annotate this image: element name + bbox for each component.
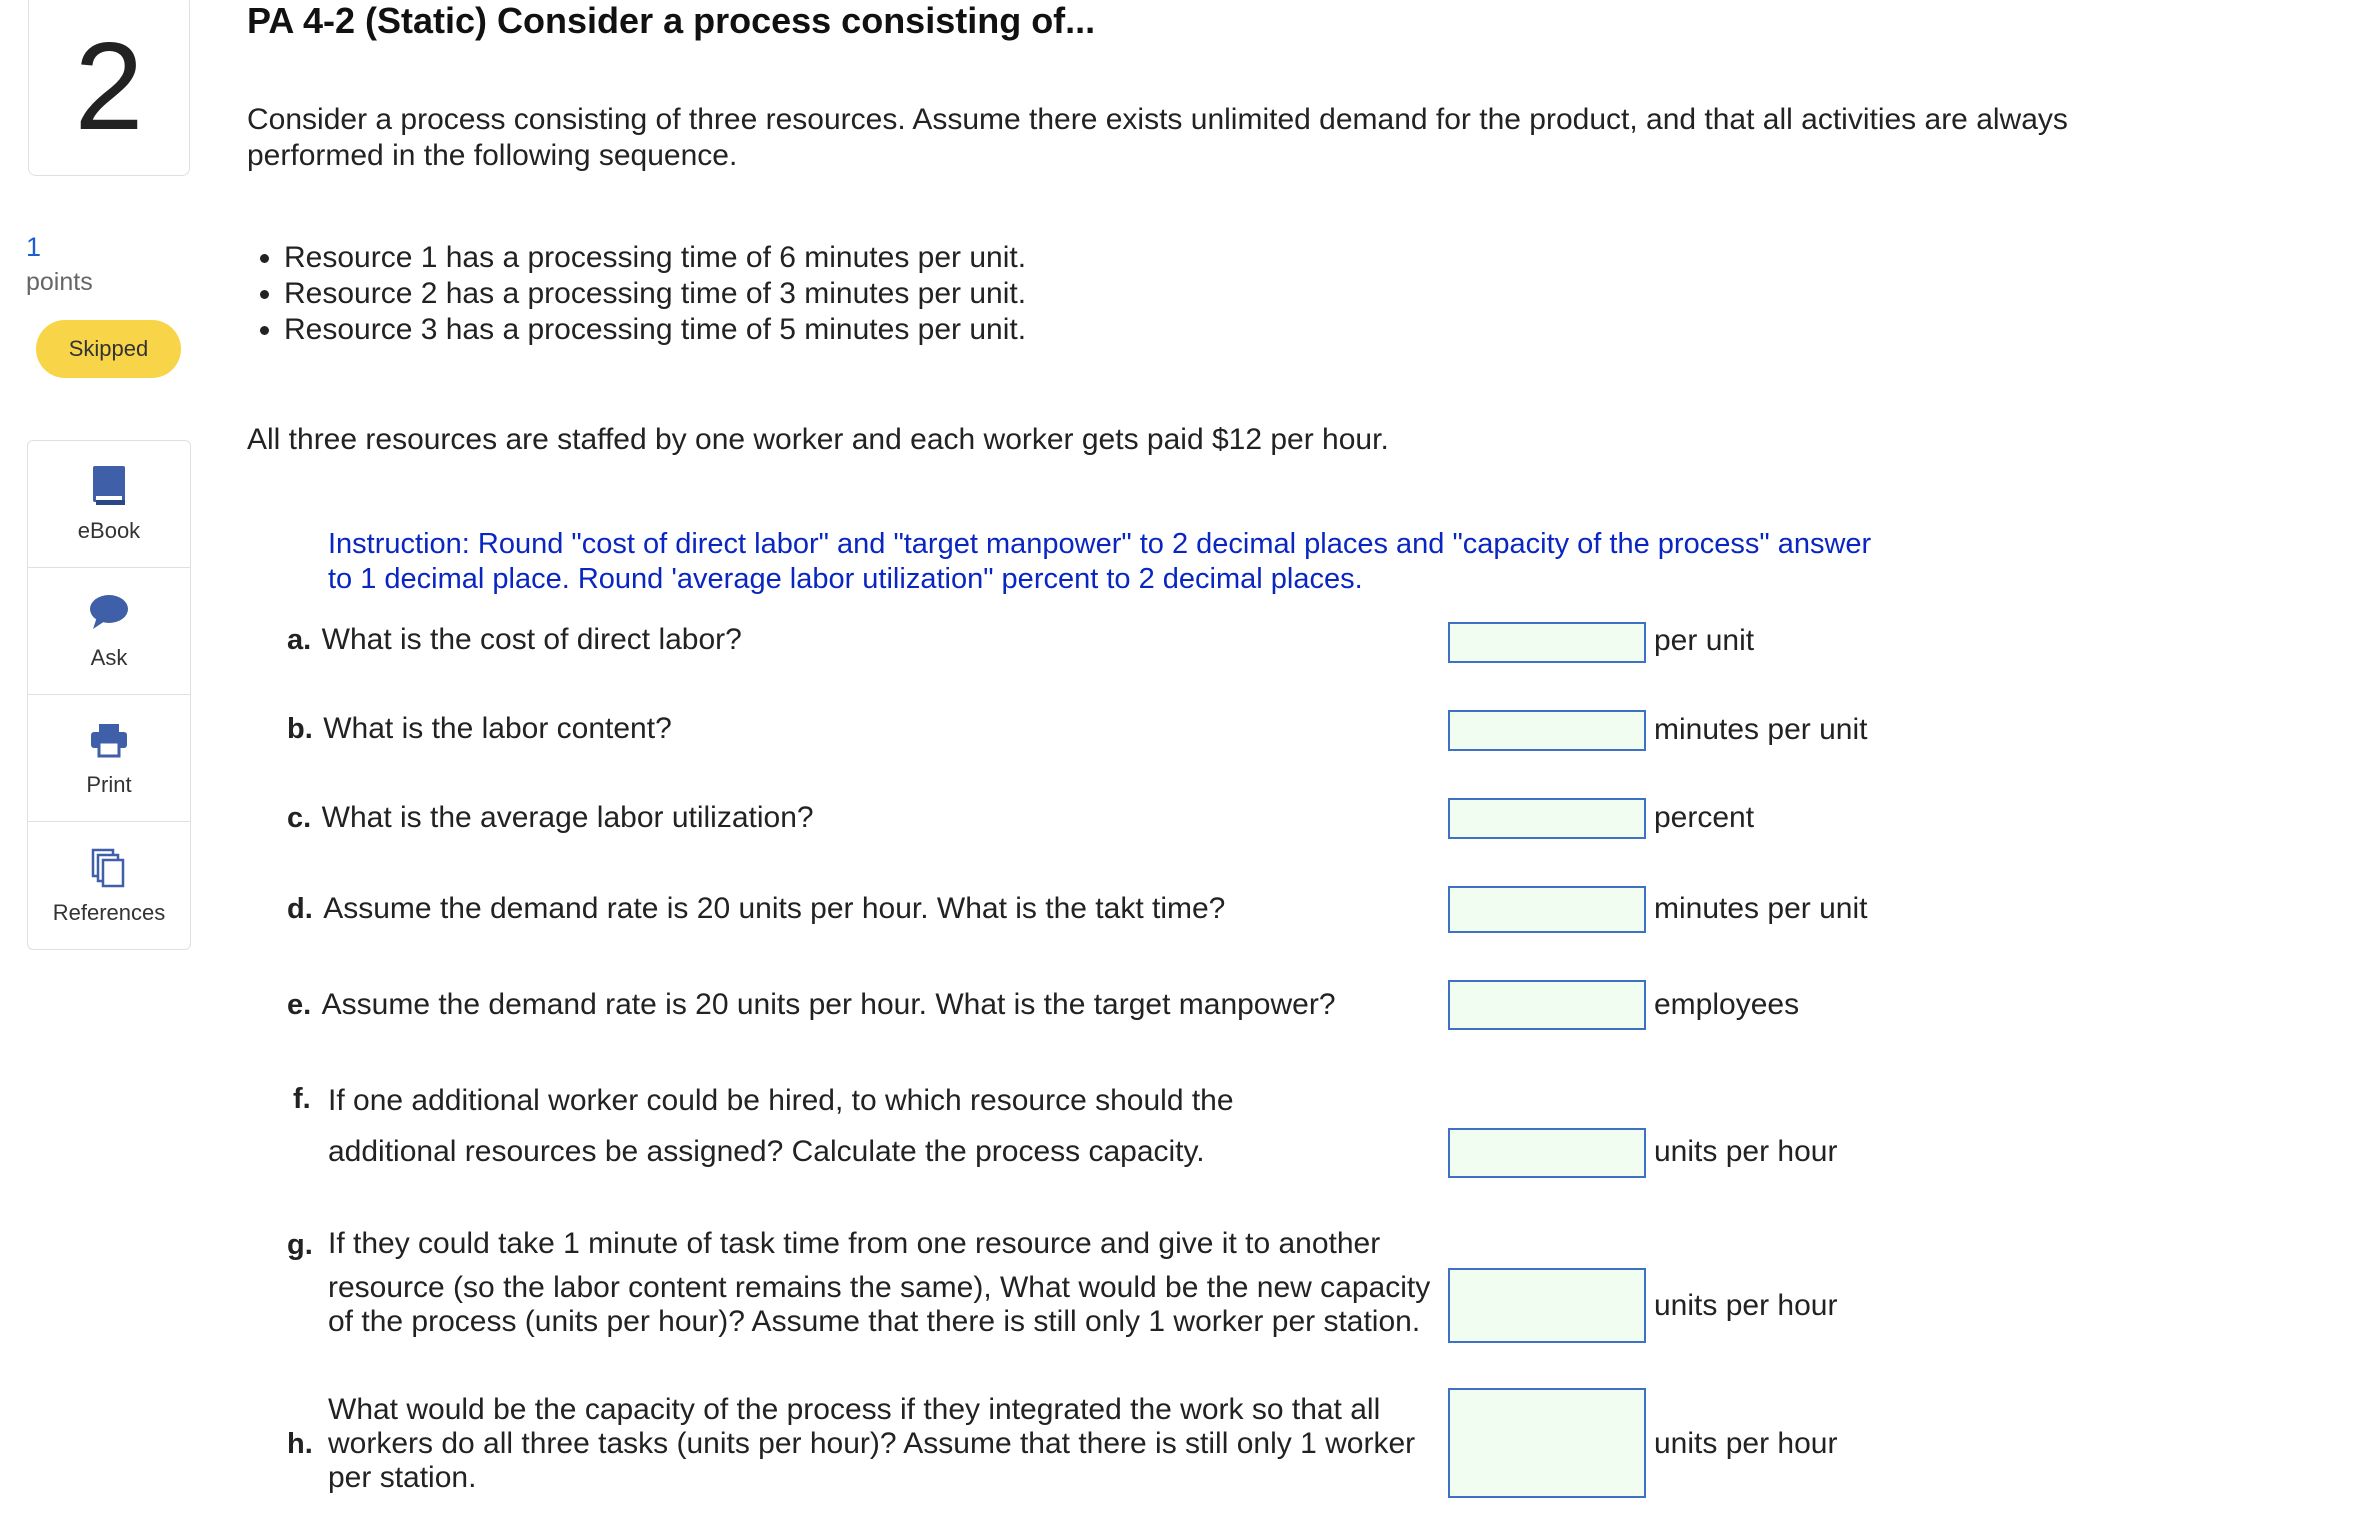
question-text: resource (so the labor content remains the same), What would be the new capacity xyxy=(328,1271,1431,1304)
unit-label-h: units per hour xyxy=(1654,1427,1838,1460)
question-letter: e. xyxy=(287,989,312,1021)
unit-label-g: units per hour xyxy=(1654,1289,1838,1322)
question-number-box xyxy=(28,0,190,176)
question-a xyxy=(287,622,742,657)
answer-input-g[interactable] xyxy=(1448,1268,1646,1343)
question-text: Assume the demand rate is 20 units per hour. What is the takt time? xyxy=(323,892,1226,925)
question-letter: d. xyxy=(287,893,313,925)
question-letter: c. xyxy=(287,802,312,834)
question-c xyxy=(287,800,814,835)
documents-icon xyxy=(87,846,131,890)
question-text: If one additional worker could be hired, to which resource should the xyxy=(328,1084,1234,1117)
tool-label-print: Print xyxy=(86,772,132,797)
question-text: What is the labor content? xyxy=(323,712,672,745)
tool-label-references: References xyxy=(52,899,166,925)
answer-input-a[interactable] xyxy=(1448,622,1646,663)
list-item: • Resource 1 has a processing time of 6 minutes per unit. xyxy=(284,240,1026,276)
chat-bubble-icon xyxy=(87,591,131,635)
unit-label-d: minutes per unit xyxy=(1654,892,1868,925)
unit-label-a: per unit xyxy=(1654,624,1755,657)
question-text: What is the cost of direct labor? xyxy=(321,623,742,656)
question-letter: a. xyxy=(287,624,312,656)
instruction-text: Instruction: Round "cost of direct labor" and "target manpower" to 2 decimal places and "capacity of the process" answer to 1 decimal place. Round 'average labor utilization" percent to 2 decimal places. xyxy=(328,528,1872,595)
unit-label-e: employees xyxy=(1654,988,1800,1021)
question-g xyxy=(287,1229,313,1262)
tools-panel xyxy=(27,440,191,950)
printer-icon xyxy=(87,718,131,762)
question-letter: g. xyxy=(287,1229,313,1261)
answer-input-h[interactable] xyxy=(1448,1388,1646,1498)
status-badge: Skipped xyxy=(36,320,181,378)
tool-label-ebook: eBook xyxy=(77,518,141,543)
unit-label-f: units per hour xyxy=(1654,1135,1838,1168)
unit-label-c: percent xyxy=(1654,801,1755,834)
question-text: of the process (units per hour)? Assume that there is still only 1 worker per station. xyxy=(328,1305,1421,1338)
question-text: per station. xyxy=(328,1461,477,1494)
page-title: PA 4-2 (Static) Consider a process consisting of... xyxy=(247,0,1096,41)
points-value: 1 xyxy=(26,232,42,262)
question-text: Assume the demand rate is 20 units per hour. What is the target manpower? xyxy=(321,988,1336,1021)
intro-paragraph: Consider a process consisting of three resources. Assume there exists unlimited demand for the product, and that all activities are always performed in the following sequence. xyxy=(247,103,2068,172)
question-letter: h. xyxy=(287,1428,313,1460)
references-button[interactable] xyxy=(28,822,190,949)
question-b xyxy=(287,711,672,746)
question-d xyxy=(287,891,1225,926)
book-icon xyxy=(87,464,131,508)
question-text: What is the average labor utilization? xyxy=(321,801,814,834)
question-letter: f. xyxy=(293,1083,311,1115)
question-f xyxy=(293,1083,311,1116)
ebook-button[interactable] xyxy=(28,441,190,568)
list-item: • Resource 3 has a processing time of 5 minutes per unit. xyxy=(284,312,1026,348)
question-text: If they could take 1 minute of task time from one resource and give it to another xyxy=(328,1227,1381,1260)
question-text: workers do all three tasks (units per hour)? Assume that there is still only 1 worker xyxy=(328,1427,1416,1460)
answer-input-e[interactable] xyxy=(1448,980,1646,1030)
points-label: points xyxy=(26,268,93,296)
question-letter: b. xyxy=(287,713,313,745)
answer-input-c[interactable] xyxy=(1448,798,1646,839)
ask-button[interactable] xyxy=(28,568,190,695)
answer-input-d[interactable] xyxy=(1448,886,1646,933)
question-e xyxy=(287,987,1336,1022)
question-text: What would be the capacity of the process if they integrated the work so that all xyxy=(328,1393,1381,1426)
question-h xyxy=(287,1428,313,1461)
answer-input-b[interactable] xyxy=(1448,710,1646,751)
staffing-paragraph: All three resources are staffed by one worker and each worker gets paid $12 per hour. xyxy=(247,423,1389,456)
answer-input-f[interactable] xyxy=(1448,1128,1646,1178)
question-number: 2 xyxy=(74,18,144,156)
question-text: additional resources be assigned? Calculate the process capacity. xyxy=(328,1135,1205,1168)
resource-list xyxy=(247,240,1026,348)
list-item: • Resource 2 has a processing time of 3 minutes per unit. xyxy=(284,276,1026,312)
tool-label-ask: Ask xyxy=(90,645,128,670)
unit-label-b: minutes per unit xyxy=(1654,713,1868,746)
print-button[interactable] xyxy=(28,695,190,822)
